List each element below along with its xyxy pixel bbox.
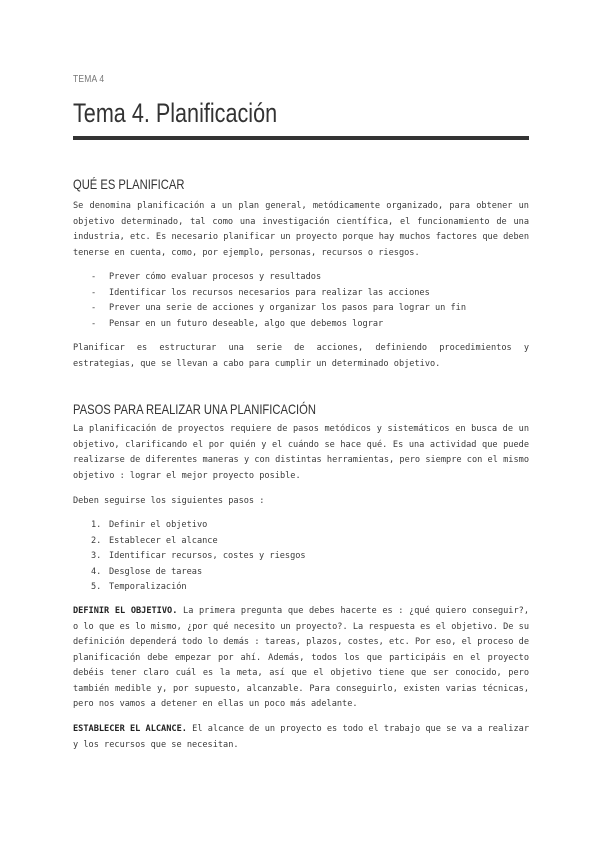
definir-objetivo-paragraph: DEFINIR EL OBJETIVO. La primera pregunta que debes hacerte es : ¿qué quiero conseguir?, o lo que es lo mismo, ¿por qué necesito un proyecto?. La respuesta es el objetivo. De su definición dependerá todo lo demás : tareas, plazos, costes, etc. Por eso, el proceso de planificación debe empezar por ahí. Además, todos los que participáis en el proyecto debéis tener claro cuál es la meta, así que el objetivo tiene que ser conocido, pero también medible y, por supuesto, alcanzable. Para conseguirlo, existen varias técnicas, pero nos vamos a detener en ellas un poco más adelante. — [73, 606, 529, 709]
list-item: 1. Definir el objetivo — [91, 520, 208, 530]
section1-conclusion-paragraph: Planificar es estructurar una serie de acciones, definiendo procedimientos y estrategias, que se llevan a cabo para cumplir un determinado objetivo. — [73, 343, 529, 369]
page-title: Tema 4. Planificación — [73, 98, 278, 128]
list-item: - Pensar en un futuro deseable, algo que debemos lograr — [91, 318, 384, 329]
establecer-alcance-paragraph: ESTABLECER EL ALCANCE. El alcance de un proyecto es todo el trabajo que se va a realizar y los recursos que se necesitan. — [73, 724, 529, 750]
chapter-kicker: TEMA 4 — [73, 74, 105, 85]
steps-lead-text: Deben seguirse los siguientes pasos : — [73, 496, 265, 506]
section-heading-pasos: PASOS PARA REALIZAR UNA PLANIFICACIÓN — [73, 401, 316, 417]
list-item: 5. Temporalización — [91, 582, 187, 592]
section1-intro-paragraph: Se denomina planificación a un plan general, metódicamente organizado, para obtener un objetivo determinado, tal como una investigación científica, el funcionamiento de una industria, etc. Es necesario planificar un proyecto porque hay muchos factores que deben tenerse en cuenta, como, por ejemplo, personas, recursos o riesgos. — [73, 201, 529, 258]
list-item: 2. Establecer el alcance — [91, 535, 218, 546]
title-divider — [73, 136, 529, 140]
establecer-alcance-label: ESTABLECER EL ALCANCE. — [73, 724, 187, 734]
section2-intro-paragraph: La planificación de proyectos requiere de pasos metódicos y sistemáticos en busca de un objetivo, clarificando el por quién y el cuándo se hace qué. Es una actividad que puede realizarse de diferentes maneras y con distintas herramientas, pero siempre con el mismo objetivo : lograr el mejor proyecto posible. — [73, 424, 529, 481]
definir-objetivo-label: DEFINIR EL OBJETIVO. — [73, 606, 178, 616]
list-item: 3. Identificar recursos, costes y riesgos — [91, 551, 306, 561]
section-heading-que-es-planificar: QUÉ ES PLANIFICAR — [73, 176, 185, 192]
planning-bullet-list — [91, 270, 521, 332]
list-item: 4. Desglose de tareas — [91, 566, 203, 577]
list-item: - Prever una serie de acciones y organizar los pasos para lograr un fin — [91, 303, 466, 313]
list-item: - Identificar los recursos necesarios para realizar las acciones — [91, 287, 430, 298]
list-item: - Prever cómo evaluar procesos y resultados — [91, 272, 322, 282]
steps-numbered-list — [91, 518, 521, 596]
